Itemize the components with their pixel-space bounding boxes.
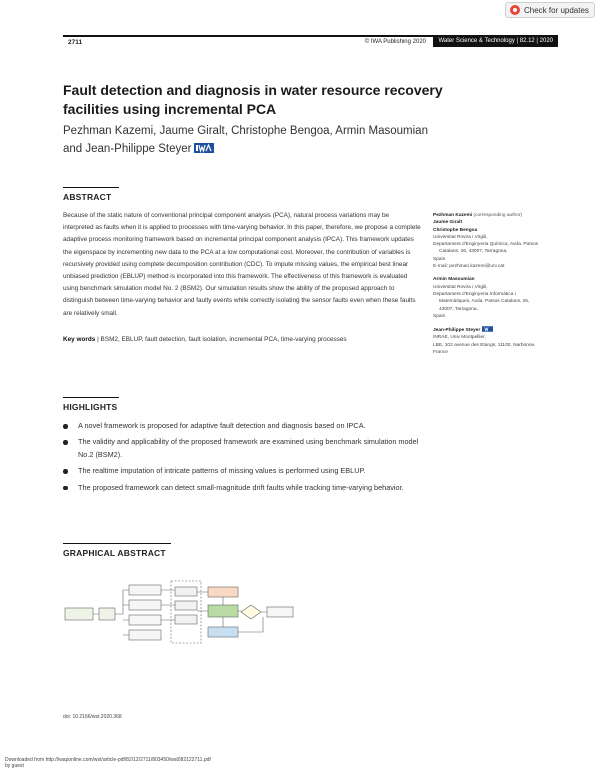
author-name: Christophe Bengoa (433, 227, 478, 233)
graphical-abstract-figure (63, 575, 298, 650)
keywords-label: Key words (63, 336, 96, 343)
iwa-logo-icon (194, 143, 214, 153)
download-stamp (5, 757, 211, 769)
authors-line-2-wrap (63, 140, 463, 158)
affiliation-line: Matemàtiques, Avda. Països Catalans, 26, (439, 299, 530, 305)
keywords-list: | BSM2, EBLUP, fault detection, fault isolation, incremental PCA, time-varying processes (97, 336, 347, 343)
affiliation-block-3 (433, 326, 565, 356)
affiliation-line: INRAE, Univ Montpellier, (433, 335, 486, 341)
publisher-line: © IWA Publishing 2020 (364, 39, 426, 45)
highlights-list (63, 420, 423, 498)
affiliations-column (433, 212, 565, 362)
download-url[interactable]: Downloaded from http://iwaponline.com/wst/article-pdf/82/12/2711/803450/wst082122711.pdf (5, 757, 211, 763)
highlights-heading: HIGHLIGHTS (63, 402, 118, 412)
author-name: Jean-Philippe Steyer (433, 328, 481, 334)
affiliation-line: Catalans, 26, 43007, Tarragona, (439, 249, 508, 255)
affiliation-line: Departament d'Enginyeria Informàtica i (433, 291, 516, 297)
highlight-text: The realtime imputation of intricate patterns of missing values is performed using EBLUP. (78, 466, 366, 476)
author-email: E-mail: pezhman.kazemi@urv.cat (433, 264, 505, 270)
article-title: Fault detection and diagnosis in water resource recovery facilities using incremental PCA (63, 82, 443, 117)
affiliation-line: Spain (433, 313, 446, 319)
highlight-item (63, 482, 423, 495)
keywords-line (63, 336, 423, 343)
bullet-icon (63, 469, 68, 474)
highlight-text: A novel framework is proposed for adaptive fault detection and diagnosis based on IPCA. (78, 421, 366, 430)
affiliation-line: France (433, 350, 448, 356)
highlight-item (63, 465, 423, 478)
bullet-icon (63, 486, 68, 491)
authors-line-1: Pezhman Kazemi, Jaume Giralt, Christophe Bengoa, Armin Masoumian (63, 125, 428, 137)
graphical-abstract-heading: GRAPHICAL ABSTRACT (63, 548, 166, 558)
author-list (63, 122, 463, 158)
abstract-text: Because of the static nature of conventional principal component analysis (PCA), natural process variations may be interpreted as faults when it is applied to processes with time-varying behavior. In this paper, therefore, we propose a complete adaptive process monitoring framework based on incremental principal component analysis (IPCA). This framework updates the eigenspace by incrementing new data to the PCA at a low computational cost. Moreover, the contribution of variables is recursively provided using complete decomposition contribution (CDC). To impute missing values, the empirical best linear unbiased prediction (EBLUP) method is incorporated into this framework. The effectiveness of this framework is evaluated using benchmark simulation model No. 2 (BSM2). Our simulation results show the ability of the proposed approach to distinguish between time-varying behavior and faulty events while correctly isolating the sensor faults even when these faults are relatively small. (63, 212, 421, 317)
affiliation-line: Universitat Rovira i Virgili, (433, 284, 488, 290)
author-name: Pezhman Kazemi (433, 213, 473, 218)
highlight-text: The validity and applicability of the proposed framework are examined using benchmark simulation model No.2 (BSM2). (78, 437, 419, 459)
highlight-item (63, 420, 423, 433)
affiliation-block-2 (433, 276, 565, 320)
affiliation-line: LBE, 102 avenue des Etangs, 11100, Narbonne, (433, 342, 536, 348)
check-for-updates-label: Check for updates (524, 5, 589, 15)
abstract-heading: ABSTRACT (63, 192, 112, 202)
running-header (63, 35, 558, 47)
authors-line-2: and Jean-Philippe Steyer (63, 143, 192, 155)
journal-banner: Water Science & Technology | 82.12 | 2020 (433, 35, 558, 47)
download-by: by guest (5, 763, 24, 769)
author-name: Jaume Giralt (433, 220, 463, 226)
author-name: Armin Masoumian (433, 277, 475, 283)
page-number: 2711 (68, 39, 83, 46)
bullet-icon (63, 440, 68, 445)
highlight-item (63, 436, 423, 461)
affiliation-line: Departament d'Enginyeria Química, Avda. Països (433, 242, 539, 248)
check-for-updates-button[interactable] (505, 2, 595, 18)
iwa-logo-icon (482, 326, 493, 332)
affiliation-block-1 (433, 212, 565, 270)
corresponding-note: (corresponding author) (473, 213, 523, 218)
affiliation-line: Universitat Rovira i Virgili, (433, 234, 488, 240)
doi-link[interactable]: doi: 10.2166/wst.2020.368 (63, 714, 122, 720)
highlight-text: The proposed framework can detect small-magnitude drift faults while tracking time-varying behavior. (78, 482, 404, 492)
bullet-icon (63, 424, 68, 429)
update-badge-icon (510, 5, 520, 15)
affiliation-line: 43007, Tarragona, (439, 306, 478, 312)
affiliation-line: Spain (433, 256, 446, 262)
